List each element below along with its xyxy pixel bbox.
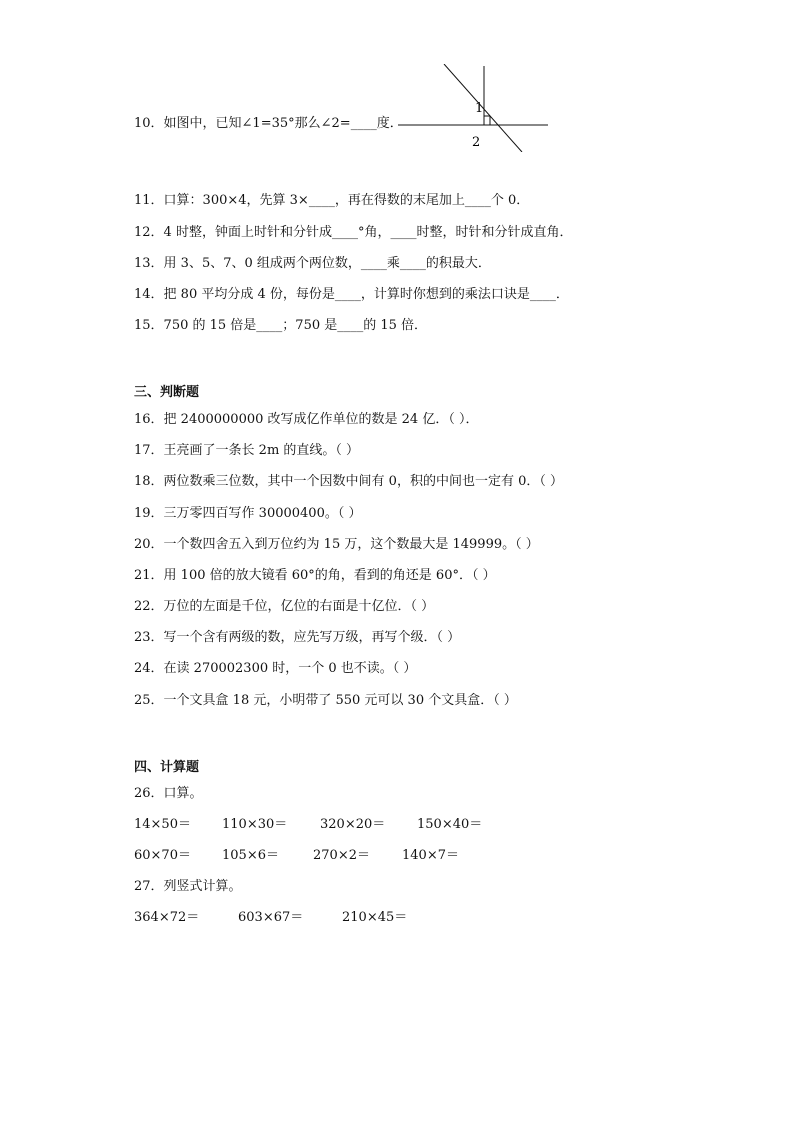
question-16: 16．把 2400000000 改写成亿作单位的数是 24 亿．（ ）．	[134, 412, 479, 427]
calc-item: 320×20＝	[320, 817, 386, 832]
calc-item: 210×45＝	[342, 910, 408, 925]
question-27: 27．列竖式计算。	[134, 879, 242, 894]
question-13: 13．用 3、5、7、0 组成两个两位数，____乘____的积最大．	[134, 256, 491, 271]
question-25: 25．一个文具盒 18 元，小明带了 550 元可以 30 个文具盒．（ ）	[134, 693, 517, 708]
question-12: 12．4 时整，钟面上时针和分针成____°角，____时整，时针和分针成直角．	[134, 225, 573, 240]
calc-item: 150×40＝	[417, 817, 483, 832]
angle-figure	[398, 64, 550, 152]
calc-item: 270×2＝	[313, 848, 370, 863]
calc-item: 364×72＝	[134, 910, 200, 925]
question-21: 21．用 100 倍的放大镜看 60°的角，看到的角还是 60°．（ ）	[134, 568, 496, 583]
question-26: 26．口算。	[134, 786, 203, 801]
calc-item: 14×50＝	[134, 817, 191, 832]
question-15: 15．750 的 15 倍是____；750 是____的 15 倍．	[134, 318, 428, 333]
right-angle-mark	[484, 116, 490, 125]
angle-1-label: 1	[475, 101, 484, 116]
question-10: 10．如图中，已知∠1=35°那么∠2=____度．	[134, 116, 403, 131]
calc-item: 105×6＝	[222, 848, 279, 863]
oral-calc-row-2	[134, 848, 694, 864]
question-19: 19．三万零四百写作 30000400。（ ）	[134, 506, 362, 521]
section-title-calc: 四、计算题	[134, 760, 200, 775]
angle-2-label: 2	[472, 135, 481, 150]
question-22: 22．万位的左面是千位，亿位的右面是十亿位．（ ）	[134, 599, 435, 614]
question-24: 24．在读 270002300 时，一个 0 也不读。（ ）	[134, 661, 417, 676]
section-title-judge: 三、判断题	[134, 385, 200, 400]
question-11: 11．口算：300×4，先算 3×____，再在得数的末尾加上____个 0．	[134, 193, 530, 208]
question-20: 20．一个数四舍五入到万位约为 15 万，这个数最大是 149999。（ ）	[134, 537, 539, 552]
calc-item: 110×30＝	[222, 817, 288, 832]
question-23: 23．写一个含有两级的数，应先写万级，再写个级．（ ）	[134, 630, 461, 645]
oral-calc-row-1	[134, 817, 694, 833]
calc-item: 140×7＝	[402, 848, 459, 863]
calc-item: 603×67＝	[238, 910, 304, 925]
question-17: 17．王亮画了一条长 2m 的直线。（ ）	[134, 443, 360, 458]
vertical-calc-row	[134, 910, 694, 926]
calc-item: 60×70＝	[134, 848, 191, 863]
question-14: 14．把 80 平均分成 4 份，每份是____，计算时你想到的乘法口诀是____．	[134, 287, 569, 302]
question-18: 18．两位数乘三位数，其中一个因数中间有 0，积的中间也一定有 0．（ ）	[134, 474, 563, 489]
